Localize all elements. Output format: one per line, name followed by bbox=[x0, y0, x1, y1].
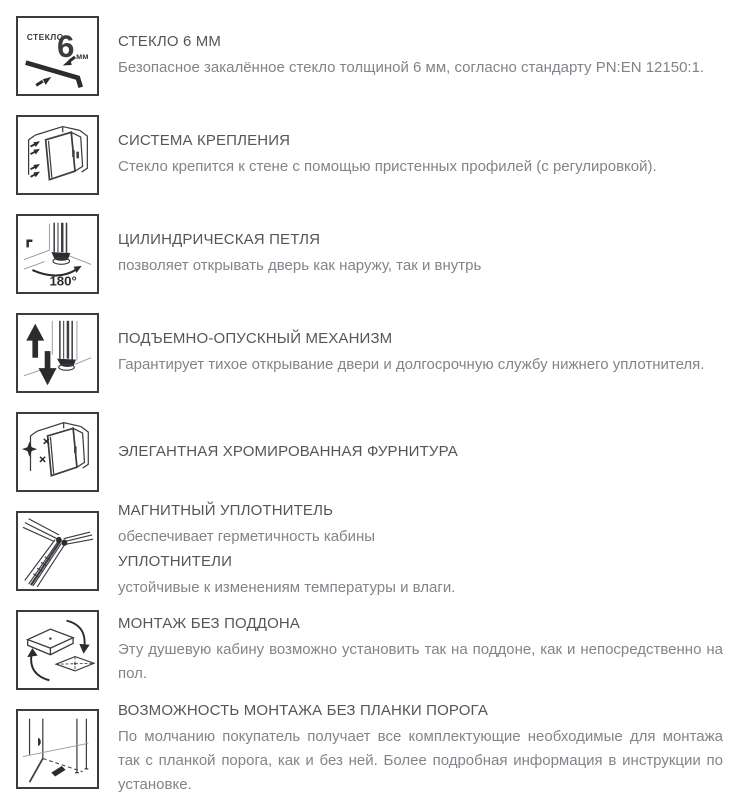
feature-icon-frame bbox=[16, 610, 99, 690]
feature-icon-frame bbox=[16, 412, 99, 492]
feature-row-8 bbox=[16, 699, 725, 798]
lift-lower-mechanism-icon bbox=[20, 317, 95, 389]
feature-texts bbox=[118, 501, 725, 600]
svg-text:6: 6 bbox=[57, 28, 75, 64]
no-threshold-strip-icon bbox=[20, 713, 95, 785]
feature-icon-frame bbox=[16, 313, 99, 393]
svg-text:СТЕКЛО: СТЕКЛО bbox=[26, 31, 64, 42]
glass-6mm-icon bbox=[20, 20, 95, 92]
cylindrical-hinge-icon bbox=[20, 218, 95, 290]
feature-description: Стекло крепится к стене с помощью пристенных профилей (с регулировкой). bbox=[118, 157, 657, 175]
feature-title: МАГНИТНЫЙ УПЛОТНИТЕЛЬ bbox=[118, 502, 334, 519]
feature-title: СИСТЕМА КРЕПЛЕНИЯ bbox=[118, 131, 291, 149]
feature-title: ЭЛЕГАНТНАЯ ХРОМИРОВАННАЯ ФУРНИТУРА bbox=[118, 442, 458, 460]
feature-description: Эту душевую кабину возможно установить так на поддоне, как и непосредственно на пол. bbox=[118, 640, 723, 682]
feature-title: ЦИЛИНДРИЧЕСКАЯ ПЕТЛЯ bbox=[118, 230, 321, 248]
feature-row-7 bbox=[16, 600, 725, 699]
no-tray-mounting-icon bbox=[20, 614, 95, 686]
feature-description: Гарантирует тихое открывание двери и долгосрочную службу нижнего уплотнителя. bbox=[118, 355, 705, 373]
chrome-hardware-icon bbox=[20, 416, 95, 488]
feature-title: МОНТАЖ БЕЗ ПОДДОНА bbox=[118, 614, 301, 632]
feature-description: обеспечивает герметичность кабины bbox=[118, 528, 376, 545]
svg-text:180°: 180° bbox=[49, 272, 77, 288]
feature-texts bbox=[118, 230, 725, 278]
feature-description: устойчивые к изменениям температуры и влаги. bbox=[118, 579, 456, 596]
mounting-system-icon bbox=[20, 119, 95, 191]
feature-subtitle: УПЛОТНИТЕЛИ bbox=[118, 553, 233, 570]
feature-row-6 bbox=[16, 501, 725, 600]
feature-row-5 bbox=[16, 402, 725, 501]
feature-icon-frame bbox=[16, 511, 99, 591]
feature-row-1 bbox=[16, 6, 725, 105]
feature-row-4 bbox=[16, 303, 725, 402]
feature-texts bbox=[118, 131, 725, 179]
feature-texts bbox=[118, 442, 725, 462]
feature-description: позволяет открывать дверь как наружу, так и внутрь bbox=[118, 256, 482, 274]
feature-description: По молчанию покупатель получает все комплектующие необходимые для монтажа так с планкой порога, как и без ней. Более подробная информация в инструкции по установке. bbox=[118, 727, 723, 793]
feature-description: Безопасное закалённое стекло толщиной 6 мм, согласно стандарту PN:EN 12150:1. bbox=[118, 58, 705, 76]
feature-texts bbox=[118, 614, 725, 686]
feature-row-2 bbox=[16, 105, 725, 204]
feature-title: СТЕКЛО 6 ММ bbox=[118, 32, 222, 50]
svg-text:мм: мм bbox=[75, 50, 89, 61]
feature-texts bbox=[118, 32, 725, 80]
feature-texts bbox=[118, 701, 725, 797]
magnetic-seal-icon bbox=[20, 515, 95, 587]
feature-icon-frame bbox=[16, 709, 99, 789]
feature-icon-frame bbox=[16, 214, 99, 294]
feature-texts bbox=[118, 329, 725, 377]
feature-title: ВОЗМОЖНОСТЬ МОНТАЖА БЕЗ ПЛАНКИ ПОРОГА bbox=[118, 701, 488, 719]
feature-row-3 bbox=[16, 204, 725, 303]
feature-title: ПОДЪЕМНО-ОПУСКНЫЙ МЕХАНИЗМ bbox=[118, 329, 393, 347]
feature-icon-frame bbox=[16, 16, 99, 96]
feature-icon-frame bbox=[16, 115, 99, 195]
